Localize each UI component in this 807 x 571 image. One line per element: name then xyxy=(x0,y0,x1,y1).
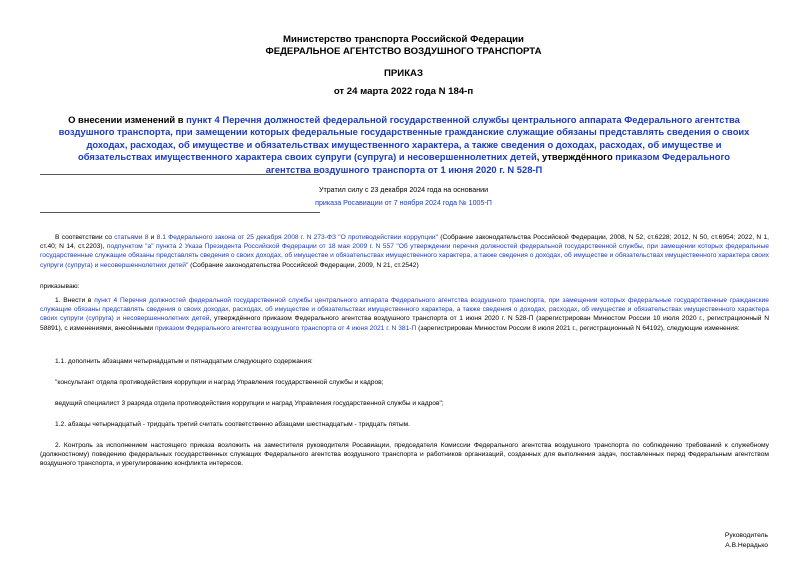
lapse-note-link[interactable]: приказа Росавиации от 7 ноября 2024 года № 1005-П xyxy=(315,199,492,207)
item-1-text: (зарегистрирован Минюстом России 8 июля 2021 г., регистрационный N 64192), следующие изменения: xyxy=(416,324,740,332)
title-text: О внесении изменений в xyxy=(68,114,187,125)
title-link-order[interactable]: приказом Федерального агентства воздушного транспорта от 1 июня 2020 г. N 528-П xyxy=(265,151,730,175)
ministry-name: Министерство транспорта Российской Федерации xyxy=(283,34,524,45)
document-date-number: от 24 марта 2022 года N 184-п xyxy=(333,86,474,97)
preamble-text: (Собрание законодательства Российской Федерации, 2008, N 52, ст.6228; 2012, N 50, ст.6954; 2022, N 1, ст.40; N 14, ст.2203), xyxy=(40,234,770,251)
item-1-paragraph xyxy=(40,296,769,333)
link-order-381[interactable]: приказом Федерального агентства воздушного транспорта от 4 июня 2021 г. N 381-П xyxy=(154,324,417,332)
sub-item-1-2: 1.2. абзацы четырнадцатый - тридцать третий считать соответственно абзацами шестнадцатым - тридцать пятым. xyxy=(55,421,411,428)
signature-block xyxy=(725,531,768,551)
sub-item-1-1: 1.1. дополнить абзацами четырнадцатым и пятнадцатым следующего содержания: xyxy=(55,358,313,365)
link-article-8-1[interactable]: 8.1 xyxy=(156,234,166,241)
document-type: ПРИКАЗ xyxy=(384,68,423,79)
preamble-text: и xyxy=(148,234,157,241)
item-1-text: , утверждённого приказом Федерального агентства воздушного транспорта от 1 июня 2020 г. N 528-П (зарегистрирован Минюстом России 10 июля 2020 г., регистрационный N 58891), с изменениями, внесёнными xyxy=(40,315,769,332)
preamble-text: В соответствии со xyxy=(55,234,115,241)
link-federal-law-273[interactable]: Федерального закона от 25 декабря 2008 г. N 273-ФЗ "О противодействии коррупции" xyxy=(168,234,439,241)
agency-name: ФЕДЕРАЛЬНОЕ АГЕНТСТВО ВОЗДУШНОГО ТРАНСПОРТА xyxy=(265,46,542,57)
order-word: приказываю: xyxy=(40,283,80,290)
divider-bottom xyxy=(40,212,320,213)
quote-line-2: ведущий специалист 3 разряда отдела противодействия коррупции и наград Управления государственной службы и кадров"; xyxy=(55,400,444,407)
link-item-4-list[interactable]: пункт 4 Перечня должностей федеральной государственной службы центрального аппарата Федерального агентства воздушного транспорта, при замещении которых федеральные государственные гражданские служащие обязаны представлять сведения о своих доходах, расходах, об имуществе и обязательствах имущественного характера, а также сведения о доходах, расходах, об имуществе и обязательствах имущественного характера своих супруги (супруга) и несовершеннолетних детей xyxy=(40,297,769,323)
lapse-note-text: Утратил силу с 23 декабря 2024 года на основании xyxy=(318,186,489,194)
document-title xyxy=(58,114,750,176)
title-text: , утверждённого xyxy=(536,151,616,163)
signature-position: Руководитель xyxy=(724,532,768,539)
item-1-text: 1. Внести в xyxy=(55,297,95,304)
title-link-list[interactable]: пункт 4 Перечня должностей федеральной государственной службы центрального аппарата Федерального агентства воздушного транспорта, при замещении которых федеральные государственные гражданские служащие обязаны представлять сведения о своих доходах, расходах, об имуществе и обязательствах имущественного характера, а также сведения о доходах, расходах, об имуществе и обязательствах имущественного характера своих супруги (супруга) и несовершеннолетних детей xyxy=(58,114,750,163)
divider-top xyxy=(40,174,320,175)
preamble-text: (Собрание законодательства Российской Федерации, 2009, N 21, ст.2542) xyxy=(188,261,419,269)
preamble-paragraph xyxy=(40,233,769,270)
item-2-paragraph: 2. Контроль за исполнением настоящего приказа возложить на заместителя руководителя Росавиации, председателя Комиссии Федерального агентства воздушного транспорта по соблюдению требований к служебному (должностному) поведению федеральных государственных служащих Федерального агентства воздушного транспорта и работников организаций, созданных для выполнения задач, поставленных перед Федеральным агентством воздушного транспорта, и урегулированию конфликта интересов. xyxy=(40,442,769,468)
lapse-note xyxy=(200,184,607,210)
signature-name: А.В.Нерадько xyxy=(725,542,768,549)
quote-line-1: "консультант отдела противодействия коррупции и наград Управления государственной службы и кадров; xyxy=(55,379,384,386)
link-article-8[interactable]: статьями 8 xyxy=(114,234,149,241)
link-decree-557[interactable]: подпунктом "а" пункта 2 Указа Президента Российской Федерации от 18 мая 2009 г. N 557 "Об утверждении перечня должностей федеральной государственной службы, при замещении которых федеральные государственные служащие обязаны представлять сведения о своих доходах, об имуществе и обязательствах имущественного характера, а также сведения о доходах, об имуществе и обязательствах имущественного характера своих супруги (супруга) и несовершеннолетних детей" xyxy=(40,243,769,269)
